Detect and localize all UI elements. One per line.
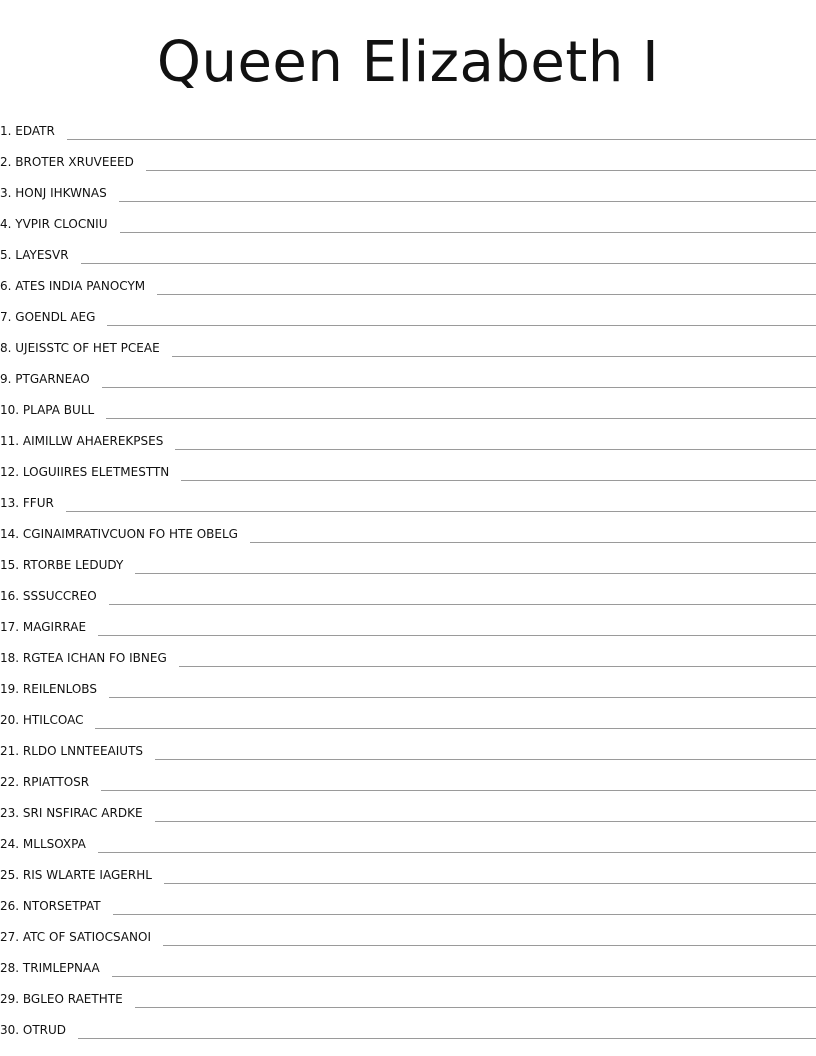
clue-text: 27. ATC OF SATIOCSANOI	[0, 930, 151, 944]
list-item	[0, 730, 816, 761]
answer-line[interactable]	[113, 913, 816, 915]
clue-text: 18. RGTEA ICHAN FO IBNEG	[0, 651, 167, 665]
list-item	[0, 513, 816, 544]
answer-line[interactable]	[163, 944, 816, 946]
list-item	[0, 172, 816, 203]
list-item	[0, 575, 816, 606]
clue-text: 10. PLAPA BULL	[0, 403, 95, 417]
scramble-list	[0, 110, 816, 1040]
clue-text: 23. SRI NSFIRAC ARDKE	[0, 806, 143, 820]
clue-text: 7. GOENDL AEG	[0, 310, 96, 324]
answer-line[interactable]	[155, 820, 816, 822]
answer-line[interactable]	[135, 572, 816, 574]
answer-line[interactable]	[135, 1006, 816, 1008]
answer-line[interactable]	[146, 169, 816, 171]
list-item	[0, 1009, 816, 1040]
clue-text: 4. YVPIR CLOCNIU	[0, 217, 108, 231]
answer-line[interactable]	[250, 541, 816, 543]
clue-text: 19. REILENLOBS	[0, 682, 97, 696]
clue-text: 13. FFUR	[0, 496, 54, 510]
answer-line[interactable]	[179, 665, 816, 667]
list-item	[0, 761, 816, 792]
answer-line[interactable]	[102, 386, 816, 388]
answer-line[interactable]	[98, 851, 816, 853]
list-item	[0, 389, 816, 420]
clue-text: 5. LAYESVR	[0, 248, 69, 262]
list-item	[0, 823, 816, 854]
clue-text: 22. RPIATTOSR	[0, 775, 90, 789]
answer-line[interactable]	[181, 479, 816, 481]
list-item	[0, 420, 816, 451]
clue-text: 30. OTRUD	[0, 1023, 67, 1037]
list-item	[0, 699, 816, 730]
list-item	[0, 978, 816, 1009]
list-item	[0, 265, 816, 296]
clue-text: 15. RTORBE LEDUDY	[0, 558, 124, 572]
clue-text: 16. SSSUCCREO	[0, 589, 97, 603]
clue-text: 25. RIS WLARTE IAGERHL	[0, 868, 152, 882]
answer-line[interactable]	[67, 138, 816, 140]
answer-line[interactable]	[106, 417, 816, 419]
answer-line[interactable]	[78, 1037, 816, 1039]
clue-text: 17. MAGIRRAE	[0, 620, 87, 634]
answer-line[interactable]	[155, 758, 816, 760]
answer-line[interactable]	[175, 448, 816, 450]
clue-text: 20. HTILCOAC	[0, 713, 84, 727]
list-item	[0, 327, 816, 358]
list-item	[0, 296, 816, 327]
clue-text: 14. CGINAIMRATIVCUON FO HTE OBELG	[0, 527, 238, 541]
clue-text: 12. LOGUIIRES ELETMESTTN	[0, 465, 170, 479]
answer-line[interactable]	[112, 975, 816, 977]
clue-text: 11. AIMILLW AHAEREKPSES	[0, 434, 164, 448]
answer-line[interactable]	[120, 231, 816, 233]
clue-text: 3. HONJ IHKWNAS	[0, 186, 107, 200]
answer-line[interactable]	[66, 510, 816, 512]
list-item	[0, 358, 816, 389]
list-item	[0, 451, 816, 482]
clue-text: 1. EDATR	[0, 124, 55, 138]
answer-line[interactable]	[172, 355, 816, 357]
clue-text: 9. PTGARNEAO	[0, 372, 90, 386]
answer-line[interactable]	[95, 727, 816, 729]
clue-text: 24. MLLSOXPA	[0, 837, 86, 851]
answer-line[interactable]	[107, 324, 816, 326]
list-item	[0, 947, 816, 978]
clue-text: 28. TRIMLEPNAA	[0, 961, 100, 975]
list-item	[0, 141, 816, 172]
answer-line[interactable]	[119, 200, 816, 202]
list-item	[0, 606, 816, 637]
answer-line[interactable]	[101, 789, 816, 791]
list-item	[0, 854, 816, 885]
list-item	[0, 203, 816, 234]
list-item	[0, 916, 816, 947]
answer-line[interactable]	[109, 696, 816, 698]
clue-text: 29. BGLEO RAETHTE	[0, 992, 123, 1006]
page-title: Queen Elizabeth I	[156, 30, 660, 95]
list-item	[0, 234, 816, 265]
list-item	[0, 110, 816, 141]
clue-text: 2. BROTER XRUVEEED	[0, 155, 134, 169]
list-item	[0, 544, 816, 575]
answer-line[interactable]	[157, 293, 816, 295]
answer-line[interactable]	[81, 262, 816, 264]
list-item	[0, 668, 816, 699]
list-item	[0, 482, 816, 513]
answer-line[interactable]	[164, 882, 816, 884]
list-item	[0, 637, 816, 668]
clue-text: 6. ATES INDIA PANOCYM	[0, 279, 146, 293]
clue-text: 21. RLDO LNNTEEAIUTS	[0, 744, 144, 758]
answer-line[interactable]	[109, 603, 816, 605]
list-item	[0, 885, 816, 916]
clue-text: 8. UJEISSTC OF HET PCEAE	[0, 341, 160, 355]
clue-text: 26. NTORSETPAT	[0, 899, 101, 913]
answer-line[interactable]	[98, 634, 816, 636]
list-item	[0, 792, 816, 823]
